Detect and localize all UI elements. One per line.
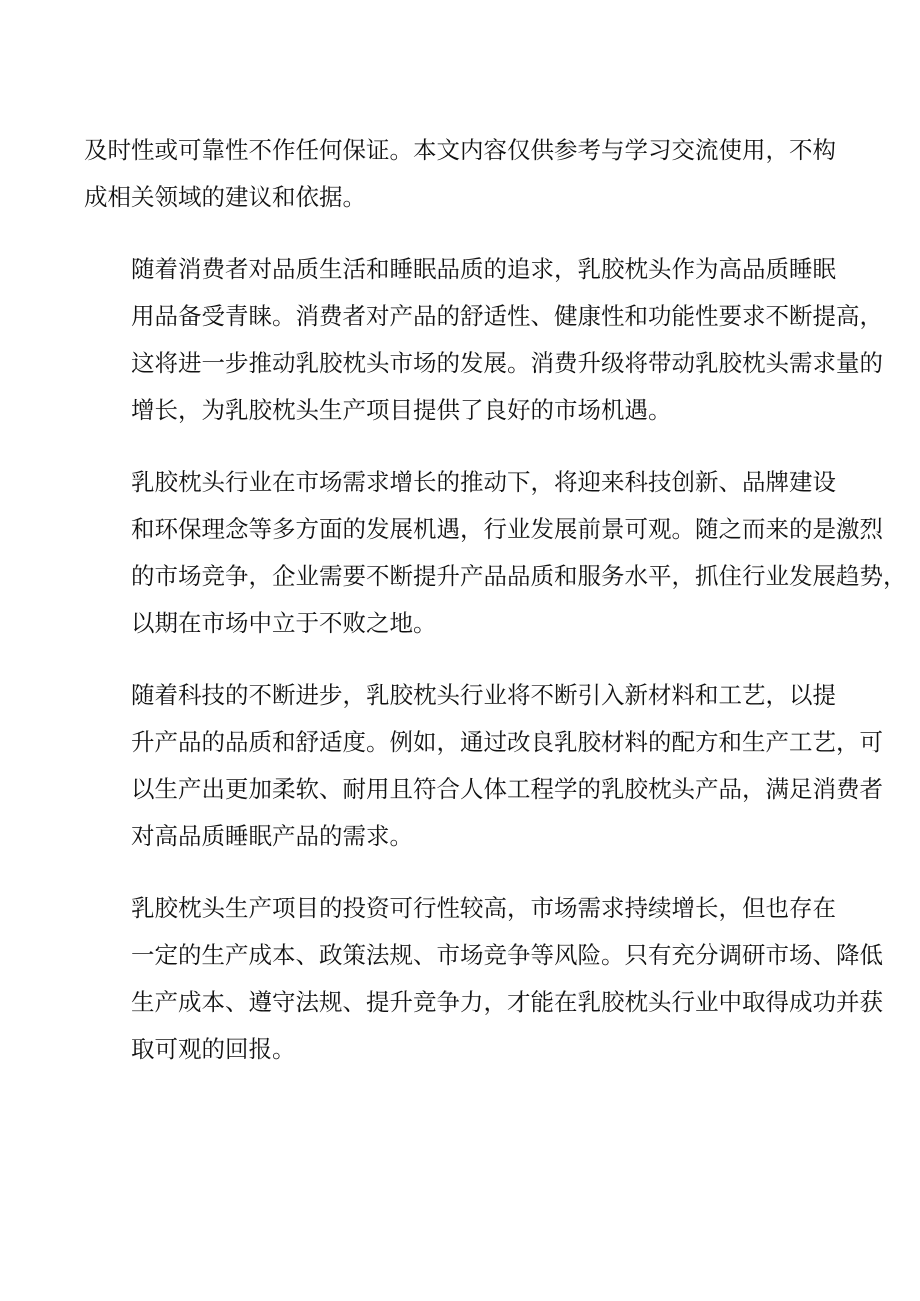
text-line: 的市场竞争，企业需要不断提升产品品质和服务水平，抓住行业发展趋势， [131,562,907,590]
text-line: 随着科技的不断进步，乳胶枕头行业将不断引入新材料和工艺，以提 [131,681,836,709]
text-line: 对高品质睡眠产品的需求。 [131,822,413,850]
text-line: 这将进一步推动乳胶枕头市场的发展。消费升级将带动乳胶枕头需求量的 [131,349,883,377]
text-line: 取可观的回报。 [131,1035,296,1063]
text-line: 用品备受青睐。消费者对产品的舒适性、健康性和功能性要求不断提高， [131,302,883,330]
paragraph-1 [84,127,836,221]
text-line: 乳胶枕头生产项目的投资可行性较高，市场需求持续增长，但也存在 [131,894,836,922]
text-line: 和环保理念等多方面的发展机遇，行业发展前景可观。随之而来的是激烈 [131,515,883,543]
paragraph-4 [84,672,883,860]
paragraph-2 [84,246,883,434]
text-line: 生产成本、遵守法规、提升竞争力，才能在乳胶枕头行业中取得成功并获 [131,988,883,1016]
text-line: 增长，为乳胶枕头生产项目提供了良好的市场机遇。 [131,396,672,424]
text-line: 成相关领域的建议和依据。 [84,183,366,211]
text-line: 以期在市场中立于不败之地。 [131,609,437,637]
text-line: 一定的生产成本、政策法规、市场竞争等风险。只有充分调研市场、降低 [131,941,883,969]
paragraph-3 [84,459,907,647]
text-line: 以生产出更加柔软、耐用且符合人体工程学的乳胶枕头产品，满足消费者 [131,775,883,803]
document-body [84,127,907,1098]
paragraph-5 [84,885,883,1073]
text-line: 随着消费者对品质生活和睡眠品质的追求，乳胶枕头作为高品质睡眠 [131,255,836,283]
text-line: 及时性或可靠性不作任何保证。本文内容仅供参考与学习交流使用，不构 [84,136,836,164]
text-line: 升产品的品质和舒适度。例如，通过改良乳胶材料的配方和生产工艺，可 [131,728,883,756]
text-line: 乳胶枕头行业在市场需求增长的推动下，将迎来科技创新、品牌建设 [131,468,836,496]
